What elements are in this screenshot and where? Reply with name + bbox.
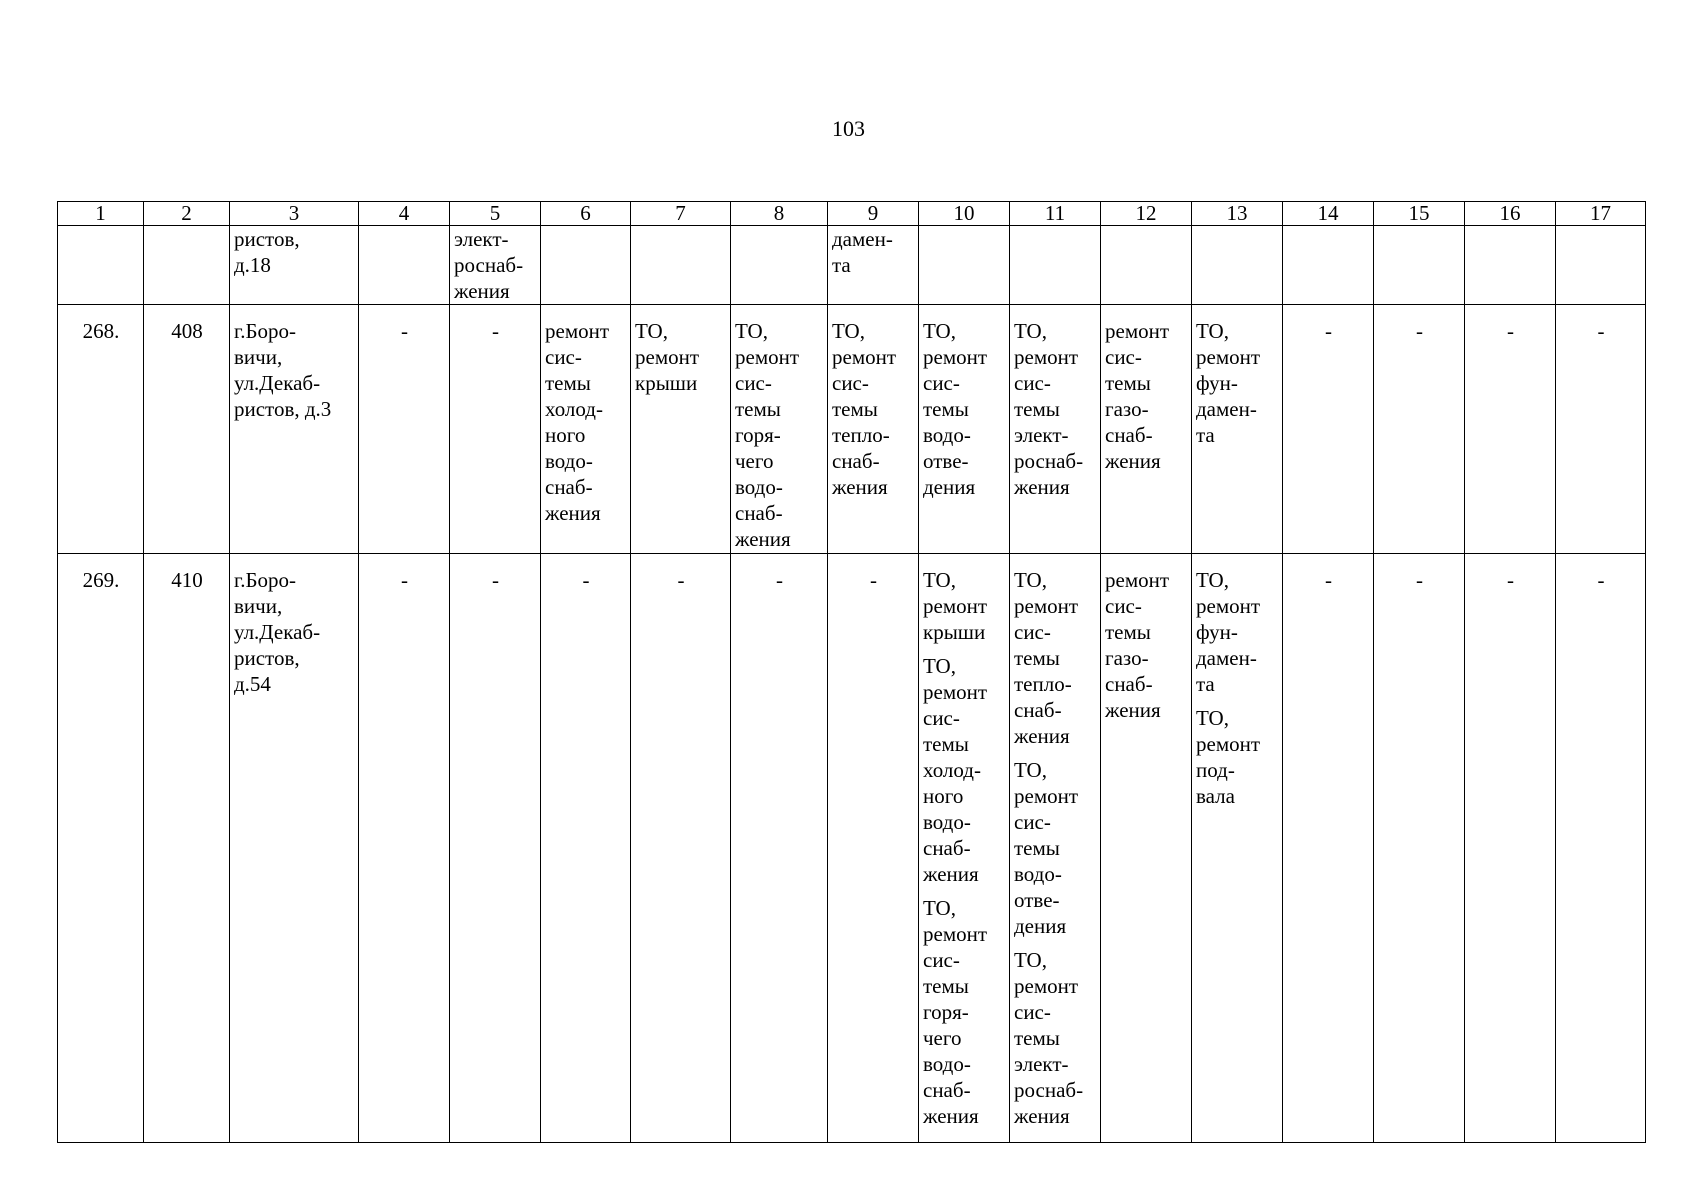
cell-text: - [1416,319,1423,343]
cell-text: ремонт сис- темы газо- снаб- жения [1105,568,1170,722]
cell-text: 269. [82,568,120,592]
cell-text: - [401,319,408,343]
cell-text: - [1325,568,1332,592]
cell-text: ТО, ремонт сис- темы водо- отве- дения [923,319,988,499]
cell-col-12 [1101,305,1192,554]
cell-col-17 [1556,305,1646,554]
header-cell-17: 17 [1556,202,1646,226]
cell-col-16 [1465,554,1556,1143]
work-item: ТО, ремонт сис- темы холод- ного водо- снаб- жения [923,654,988,886]
cell-col-1 [58,305,144,554]
cell-col-17 [1556,554,1646,1143]
cell-text: - [1597,568,1605,592]
cell-text: 268. [82,319,120,343]
cell-text: - [776,568,783,592]
header-row [58,202,1646,226]
header-cell-13: 13 [1192,202,1283,226]
header-cell-9: 9 [828,202,919,226]
cell-col-7 [631,305,731,554]
cell-col-12 [1101,226,1192,305]
cell-text: - [492,568,499,592]
cell-text: 410 [171,568,203,592]
cell-col-11 [1010,554,1101,1143]
header-cell-16: 16 [1465,202,1556,226]
cell-text: - [582,568,590,592]
cell-text: ТО, ремонт крыши [635,319,700,395]
cell-col-10 [919,226,1010,305]
cell-text: дамен- та [832,227,893,277]
cell-col-14 [1283,305,1374,554]
works-table [57,201,1646,1143]
cell-text: ремонт сис- темы холод- ного водо- снаб- жения [545,319,610,525]
cell-col-3 [230,554,359,1143]
cell-text: - [1597,319,1605,343]
cell-col-13 [1192,226,1283,305]
cell-text: - [492,319,499,343]
cell-col-2 [144,554,230,1143]
cell-col-17 [1556,226,1646,305]
cell-col-13 [1192,305,1283,554]
cell-col-15 [1374,226,1465,305]
cell-text: ремонт сис- темы газо- снаб- жения [1105,319,1170,473]
cell-col-15 [1374,554,1465,1143]
header-cell-4: 4 [359,202,450,226]
work-item: ТО, ремонт сис- темы элект- роснаб- жения [1014,948,1084,1128]
header-cell-15: 15 [1374,202,1465,226]
cell-col-11 [1010,226,1101,305]
cell-col-7 [631,554,731,1143]
work-item: ТО, ремонт сис- темы водо- отве- дения [1014,758,1079,938]
header-cell-3: 3 [230,202,359,226]
cell-col-15 [1374,305,1465,554]
cell-col-14 [1283,226,1374,305]
header-cell-7: 7 [631,202,731,226]
cell-col-8 [731,226,828,305]
cell-text: - [1416,568,1423,592]
work-item: ТО, ремонт сис- темы горя- чего водо- снаб- жения [923,896,988,1128]
cell-text: ТО, ремонт сис- темы тепло- снаб- жения [832,319,897,499]
cell-col-3 [230,305,359,554]
cell-text: - [870,568,877,592]
cell-col-6 [541,305,631,554]
cell-text: - [677,568,685,592]
work-item: ТО, ремонт сис- темы тепло- снаб- жения [1014,568,1079,748]
header-cell-12: 12 [1101,202,1192,226]
page-number: 103 [832,116,865,141]
header-cell-10: 10 [919,202,1010,226]
table-row [58,305,1646,554]
cell-col-10 [919,305,1010,554]
cell-col-10 [919,554,1010,1143]
cell-col-8 [731,554,828,1143]
cell-col-5 [450,226,541,305]
cell-col-8 [731,305,828,554]
cell-text: - [1507,319,1514,343]
work-item: ТО, ремонт фун- дамен- та [1196,568,1261,696]
cell-col-6 [541,226,631,305]
header-cell-11: 11 [1010,202,1101,226]
continuation-row [58,226,1646,305]
work-item: ТО, ремонт крыши [923,568,988,644]
cell-text: - [401,568,408,592]
cell-col-4 [359,305,450,554]
cell-col-9 [828,554,919,1143]
cell-col-2 [144,226,230,305]
cell-col-1 [58,226,144,305]
cell-col-9 [828,226,919,305]
cell-text: г.Боро- вичи, ул.Декаб- ристов, д.3 [234,319,332,421]
cell-text: 408 [171,319,203,343]
cell-col-6 [541,554,631,1143]
cell-col-1 [58,554,144,1143]
cell-col-11 [1010,305,1101,554]
cell-col-3 [230,226,359,305]
cell-col-5 [450,305,541,554]
cell-text: ристов, д.18 [234,227,300,277]
cell-col-7 [631,226,731,305]
cell-col-4 [359,226,450,305]
header-cell-14: 14 [1283,202,1374,226]
cell-text: г.Боро- вичи, ул.Декаб- ристов, д.54 [234,568,321,696]
cell-col-2 [144,305,230,554]
cell-col-14 [1283,554,1374,1143]
cell-text: - [1325,319,1332,343]
cell-col-13 [1192,554,1283,1143]
header-cell-2: 2 [144,202,230,226]
cell-col-9 [828,305,919,554]
cell-text: - [1507,568,1514,592]
header-cell-8: 8 [731,202,828,226]
cell-text: элект- роснаб- жения [454,227,524,303]
cell-col-16 [1465,305,1556,554]
cell-text: ТО, ремонт фун- дамен- та [1196,319,1261,447]
header-cell-5: 5 [450,202,541,226]
header-cell-6: 6 [541,202,631,226]
header-cell-1: 1 [58,202,144,226]
cell-col-16 [1465,226,1556,305]
cell-text: ТО, ремонт сис- темы элект- роснаб- жения [1014,319,1084,499]
cell-col-12 [1101,554,1192,1143]
work-item: ТО, ремонт под- вала [1196,706,1261,808]
cell-col-4 [359,554,450,1143]
cell-text: ТО, ремонт сис- темы горя- чего водо- снаб- жения [735,319,800,551]
table-row [58,554,1646,1143]
cell-col-5 [450,554,541,1143]
